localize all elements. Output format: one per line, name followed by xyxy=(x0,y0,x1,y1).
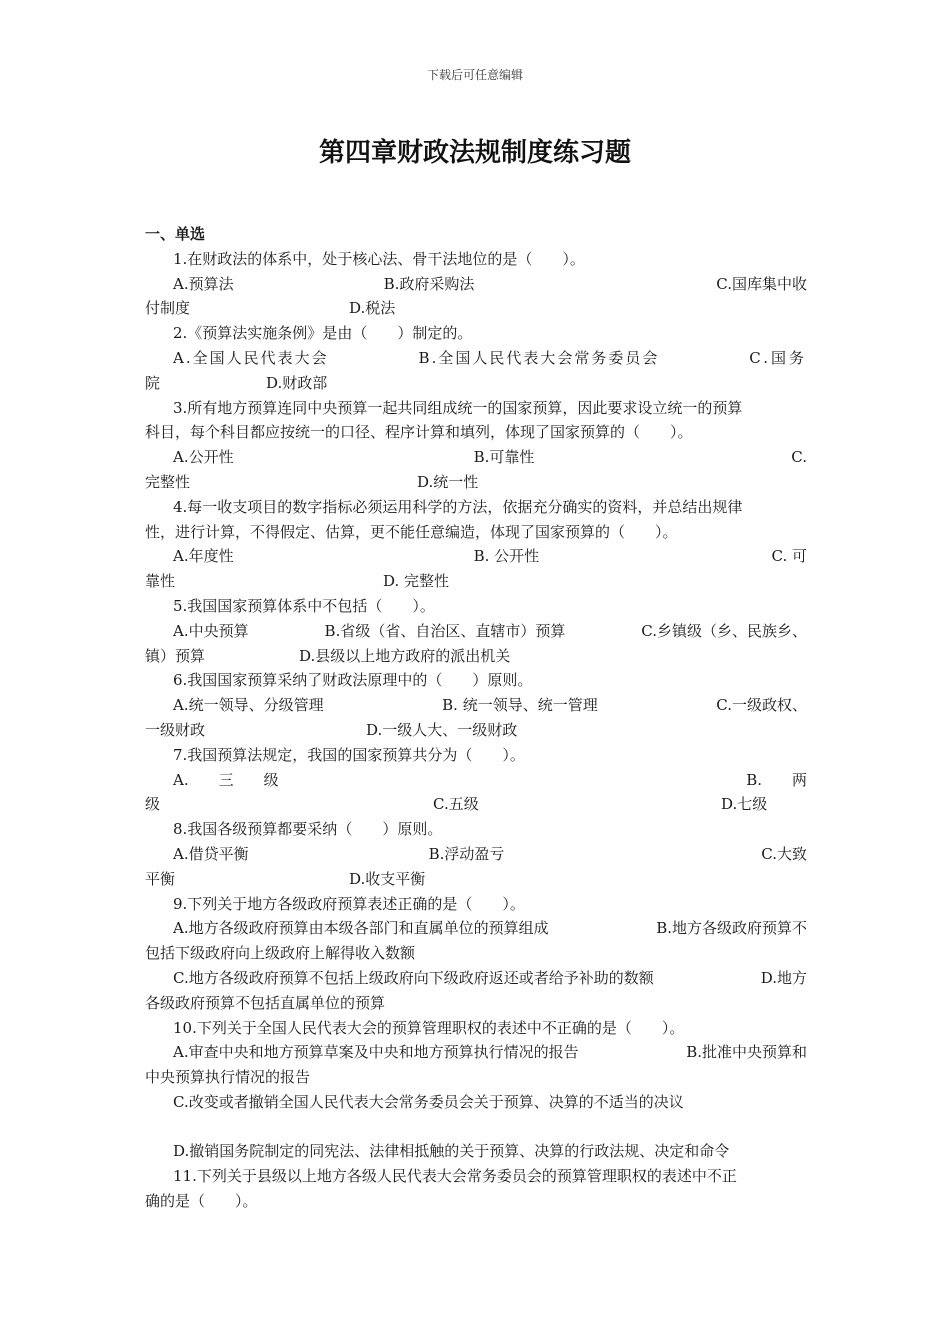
question-11: 11.下列关于县级以上地方各级人民代表大会常务委员会的预算管理职权的表述中不正 xyxy=(173,1167,737,1186)
option-b: B.可靠性 xyxy=(473,448,535,467)
option-d: D.税法 xyxy=(349,299,396,318)
question-1-options-cont xyxy=(145,296,807,321)
option-b: B.全国人民代表大会常务委员会 xyxy=(418,348,660,367)
option-a: A.统一领导、分级管理 xyxy=(173,696,324,715)
question-2-options-cont xyxy=(145,371,807,396)
option-c-cont: 平衡 xyxy=(145,869,176,888)
option-d-cont: 各级政府预算不包括直属单位的预算 xyxy=(145,993,386,1012)
option-a: A.公开性 xyxy=(173,448,234,467)
question-6-options xyxy=(145,693,807,718)
question-11-cont: 确的是（ ）。 xyxy=(145,1192,258,1211)
question-5-options-cont xyxy=(145,644,807,669)
option-d: D.一级人大、一级财政 xyxy=(366,720,518,739)
option-c: C.改变或者撤销全国人民代表大会常务委员会关于预算、决算的不适当的决议 xyxy=(173,1092,684,1111)
question-10-options xyxy=(145,1040,807,1065)
question-7: 7.我国预算法规定，我国的国家预算共分为（ ）。 xyxy=(173,745,525,764)
option-c: C.乡镇级（乡、民族乡、 xyxy=(641,621,807,640)
option-b: B.浮动盈亏 xyxy=(428,844,505,863)
option-c-cont: 付制度 xyxy=(145,299,191,318)
option-b: B.政府采购法 xyxy=(383,274,475,293)
option-d: D.统一性 xyxy=(417,472,479,491)
option-d: D. 完整性 xyxy=(383,572,450,591)
option-d: D.地方 xyxy=(760,968,807,987)
option-c-cont: 院 xyxy=(145,373,161,392)
option-a: A.中央预算 xyxy=(173,621,249,640)
option-b-cont: 包括下级政府向上级政府上解得收入数额 xyxy=(145,944,416,963)
question-7-options xyxy=(145,768,807,793)
option-a: A.年度性 xyxy=(173,547,234,566)
option-b: B. 两 xyxy=(746,770,807,789)
question-3-options xyxy=(145,445,807,470)
question-9: 9.下列关于地方各级政府预算表述正确的是（ ）。 xyxy=(173,894,525,913)
question-3-cont: 科目，每个科目都应按统一的口径、程序计算和填列，体现了国家预算的（ ）。 xyxy=(145,423,693,442)
option-b: B.批准中央预算和 xyxy=(686,1043,807,1062)
option-c: C.国库集中收 xyxy=(716,274,807,293)
option-b-cont: 级 xyxy=(145,795,161,814)
option-a: A.地方各级政府预算由本级各部门和直属单位的预算组成 xyxy=(173,919,549,938)
question-8: 8.我国各级预算都要采纳（ ）原则。 xyxy=(173,820,443,839)
option-d: D.七级 xyxy=(721,795,768,814)
question-5: 5.我国国家预算体系中不包括（ ）。 xyxy=(173,596,435,615)
question-4: 4.每一收支项目的数字指标必须运用科学的方法，依据充分确实的资料，并总结出规律 xyxy=(173,497,743,516)
option-b-cont: 中央预算执行情况的报告 xyxy=(145,1068,311,1087)
option-c: C. xyxy=(791,448,807,467)
question-8-options-cont xyxy=(145,867,807,892)
question-3-options-cont xyxy=(145,470,807,495)
question-7-options-cont xyxy=(145,792,807,817)
option-c: C.五级 xyxy=(433,795,479,814)
option-b: B.地方各级政府预算不 xyxy=(656,919,807,938)
question-3: 3.所有地方预算连同中央预算一起共同组成统一的国家预算，因此要求设立统一的预算 xyxy=(173,398,743,417)
header-note: 下载后可任意编辑 xyxy=(426,68,523,82)
option-c-cont: 一级财政 xyxy=(145,720,206,739)
section-heading: 一、单选 xyxy=(145,225,206,243)
option-d: D.县级以上地方政府的派出机关 xyxy=(299,646,511,665)
question-8-options xyxy=(145,842,807,867)
question-1-options xyxy=(145,272,807,297)
option-c: C.国务 xyxy=(749,348,807,367)
question-2-options xyxy=(145,346,807,371)
blank-line xyxy=(145,1115,807,1140)
page-title: 第四章财政法规制度练习题 xyxy=(318,138,631,168)
option-c: C.地方各级政府预算不包括上级政府向下级政府返还或者给予补助的数额 xyxy=(173,968,654,987)
question-9-options xyxy=(145,916,807,941)
option-d: D.财政部 xyxy=(266,373,328,392)
option-a: A. 三 级 xyxy=(173,770,279,789)
option-c: C.大致 xyxy=(761,844,807,863)
question-4-options xyxy=(145,544,807,569)
option-c-cont: 完整性 xyxy=(145,472,191,491)
question-6-options-cont xyxy=(145,718,807,743)
option-c-cont: 靠性 xyxy=(145,572,176,591)
question-6: 6.我国国家预算采纳了财政法原理中的（ ）原则。 xyxy=(173,671,533,690)
question-2: 2.《预算法实施条例》是由（ ）制定的。 xyxy=(173,324,473,343)
option-c: C.一级政权、 xyxy=(716,696,807,715)
document-body xyxy=(145,222,807,1214)
option-a: A.全国人民代表大会 xyxy=(173,348,329,367)
option-b: B.省级（省、自治区、直辖市）预算 xyxy=(324,621,566,640)
option-b: B. 统一领导、统一管理 xyxy=(442,696,598,715)
question-4-cont: 性，进行计算，不得假定、估算，更不能任意编造，体现了国家预算的（ ）。 xyxy=(145,522,678,541)
option-d: D.撤销国务院制定的同宪法、法律相抵触的关于预算、决算的行政法规、决定和命令 xyxy=(173,1142,730,1161)
option-a: A.审查中央和地方预算草案及中央和地方预算执行情况的报告 xyxy=(173,1043,579,1062)
option-a: A.借贷平衡 xyxy=(173,844,249,863)
option-d: D.收支平衡 xyxy=(349,869,426,888)
question-4-options-cont xyxy=(145,569,807,594)
option-c: C. 可 xyxy=(771,547,807,566)
question-10: 10.下列关于全国人民代表大会的预算管理职权的表述中不正确的是（ ）。 xyxy=(173,1018,685,1037)
question-9-options-2 xyxy=(145,966,807,991)
option-b: B. 公开性 xyxy=(473,547,540,566)
question-5-options xyxy=(145,619,807,644)
question-1: 1.在财政法的体系中，处于核心法、骨干法地位的是（ ）。 xyxy=(173,249,585,268)
option-c-cont: 镇）预算 xyxy=(145,646,206,665)
option-a: A.预算法 xyxy=(173,274,234,293)
